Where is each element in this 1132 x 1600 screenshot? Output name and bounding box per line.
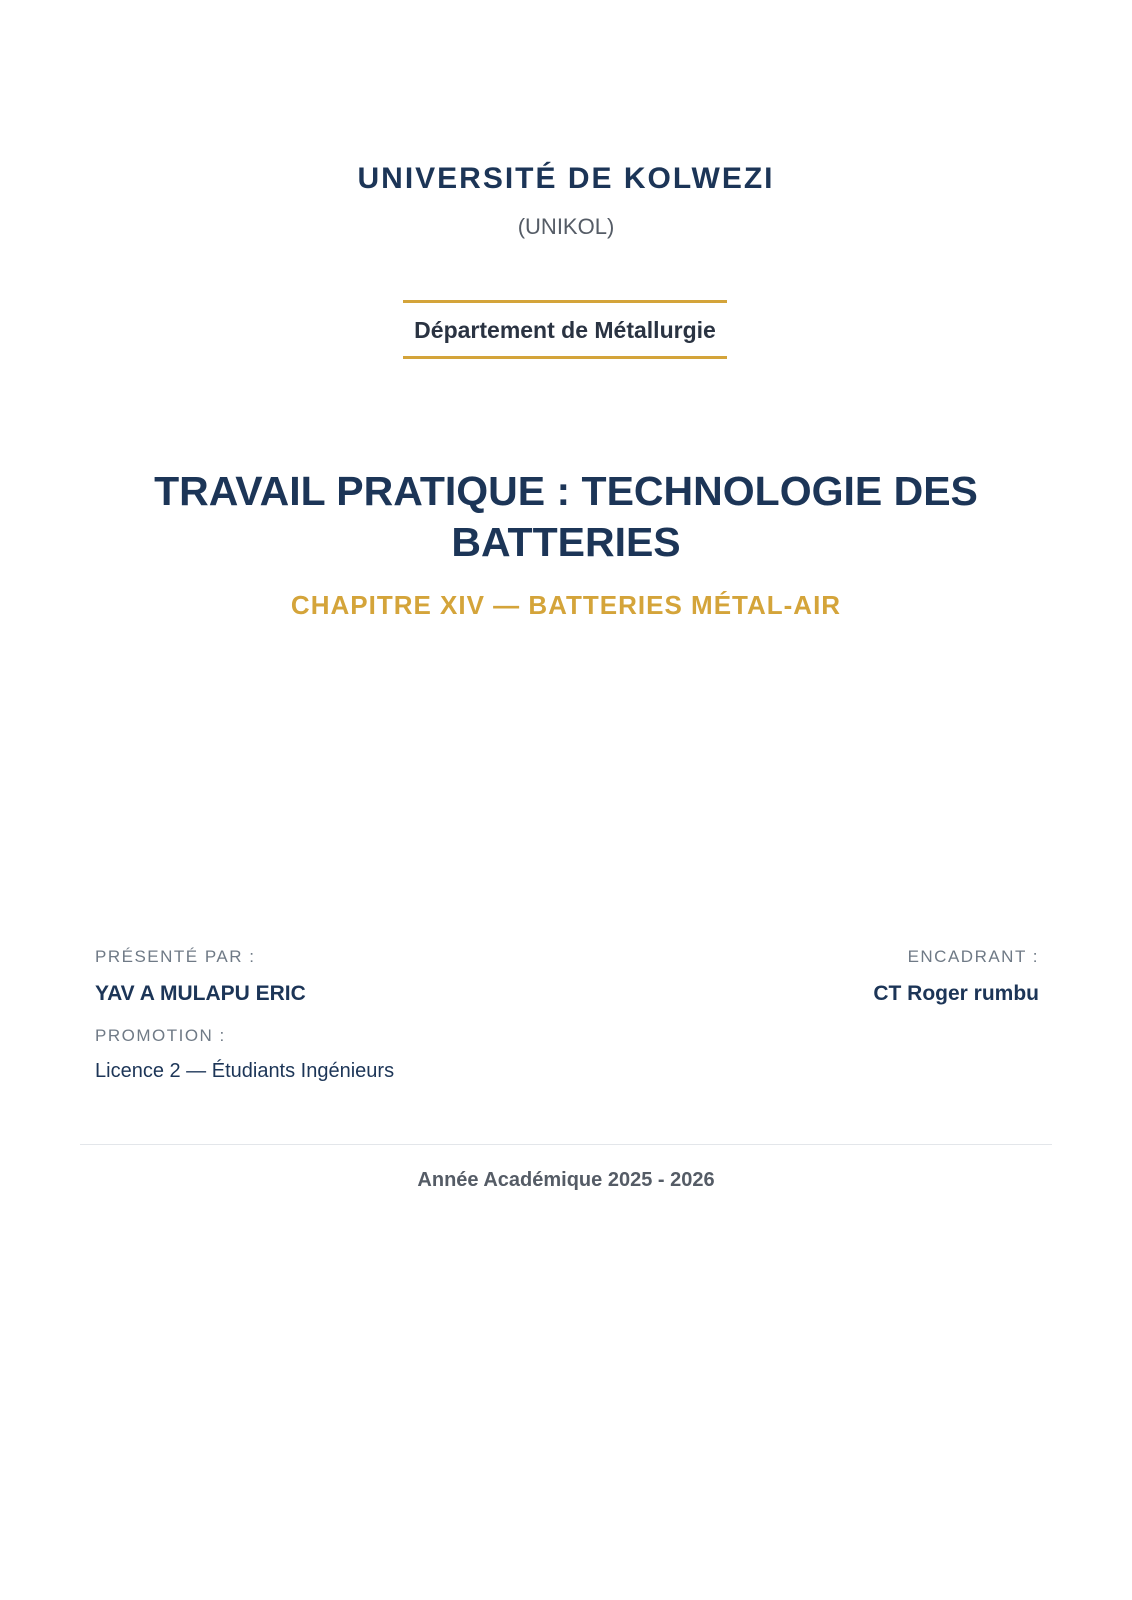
department-name: Département de Métallurgie: [414, 317, 716, 343]
document-title: [0, 466, 1132, 568]
supervisor-label: ENCADRANT :: [907, 947, 1039, 966]
presented-by-label: PRÉSENTÉ PAR :: [95, 947, 256, 966]
footer-divider: [80, 1144, 1052, 1145]
chapter-title: CHAPITRE XIV — BATTERIES MÉTAL-AIR: [290, 590, 842, 620]
department-banner: [403, 300, 727, 359]
university-acronym: (UNIKOL): [517, 214, 615, 239]
presented-by-name: YAV A MULAPU ERIC: [95, 982, 306, 1005]
university-name: UNIVERSITÉ DE KOLWEZI: [357, 162, 775, 195]
promotion-label: PROMOTION :: [95, 1026, 226, 1045]
document-title-text: TRAVAIL PRATIQUE : TECHNOLOGIE DES BATTERIES: [154, 468, 978, 565]
academic-year: Année Académique 2025 - 2026: [417, 1169, 715, 1191]
supervisor-name: CT Roger rumbu: [873, 982, 1039, 1005]
promotion-value: Licence 2 — Étudiants Ingénieurs: [95, 1060, 395, 1082]
